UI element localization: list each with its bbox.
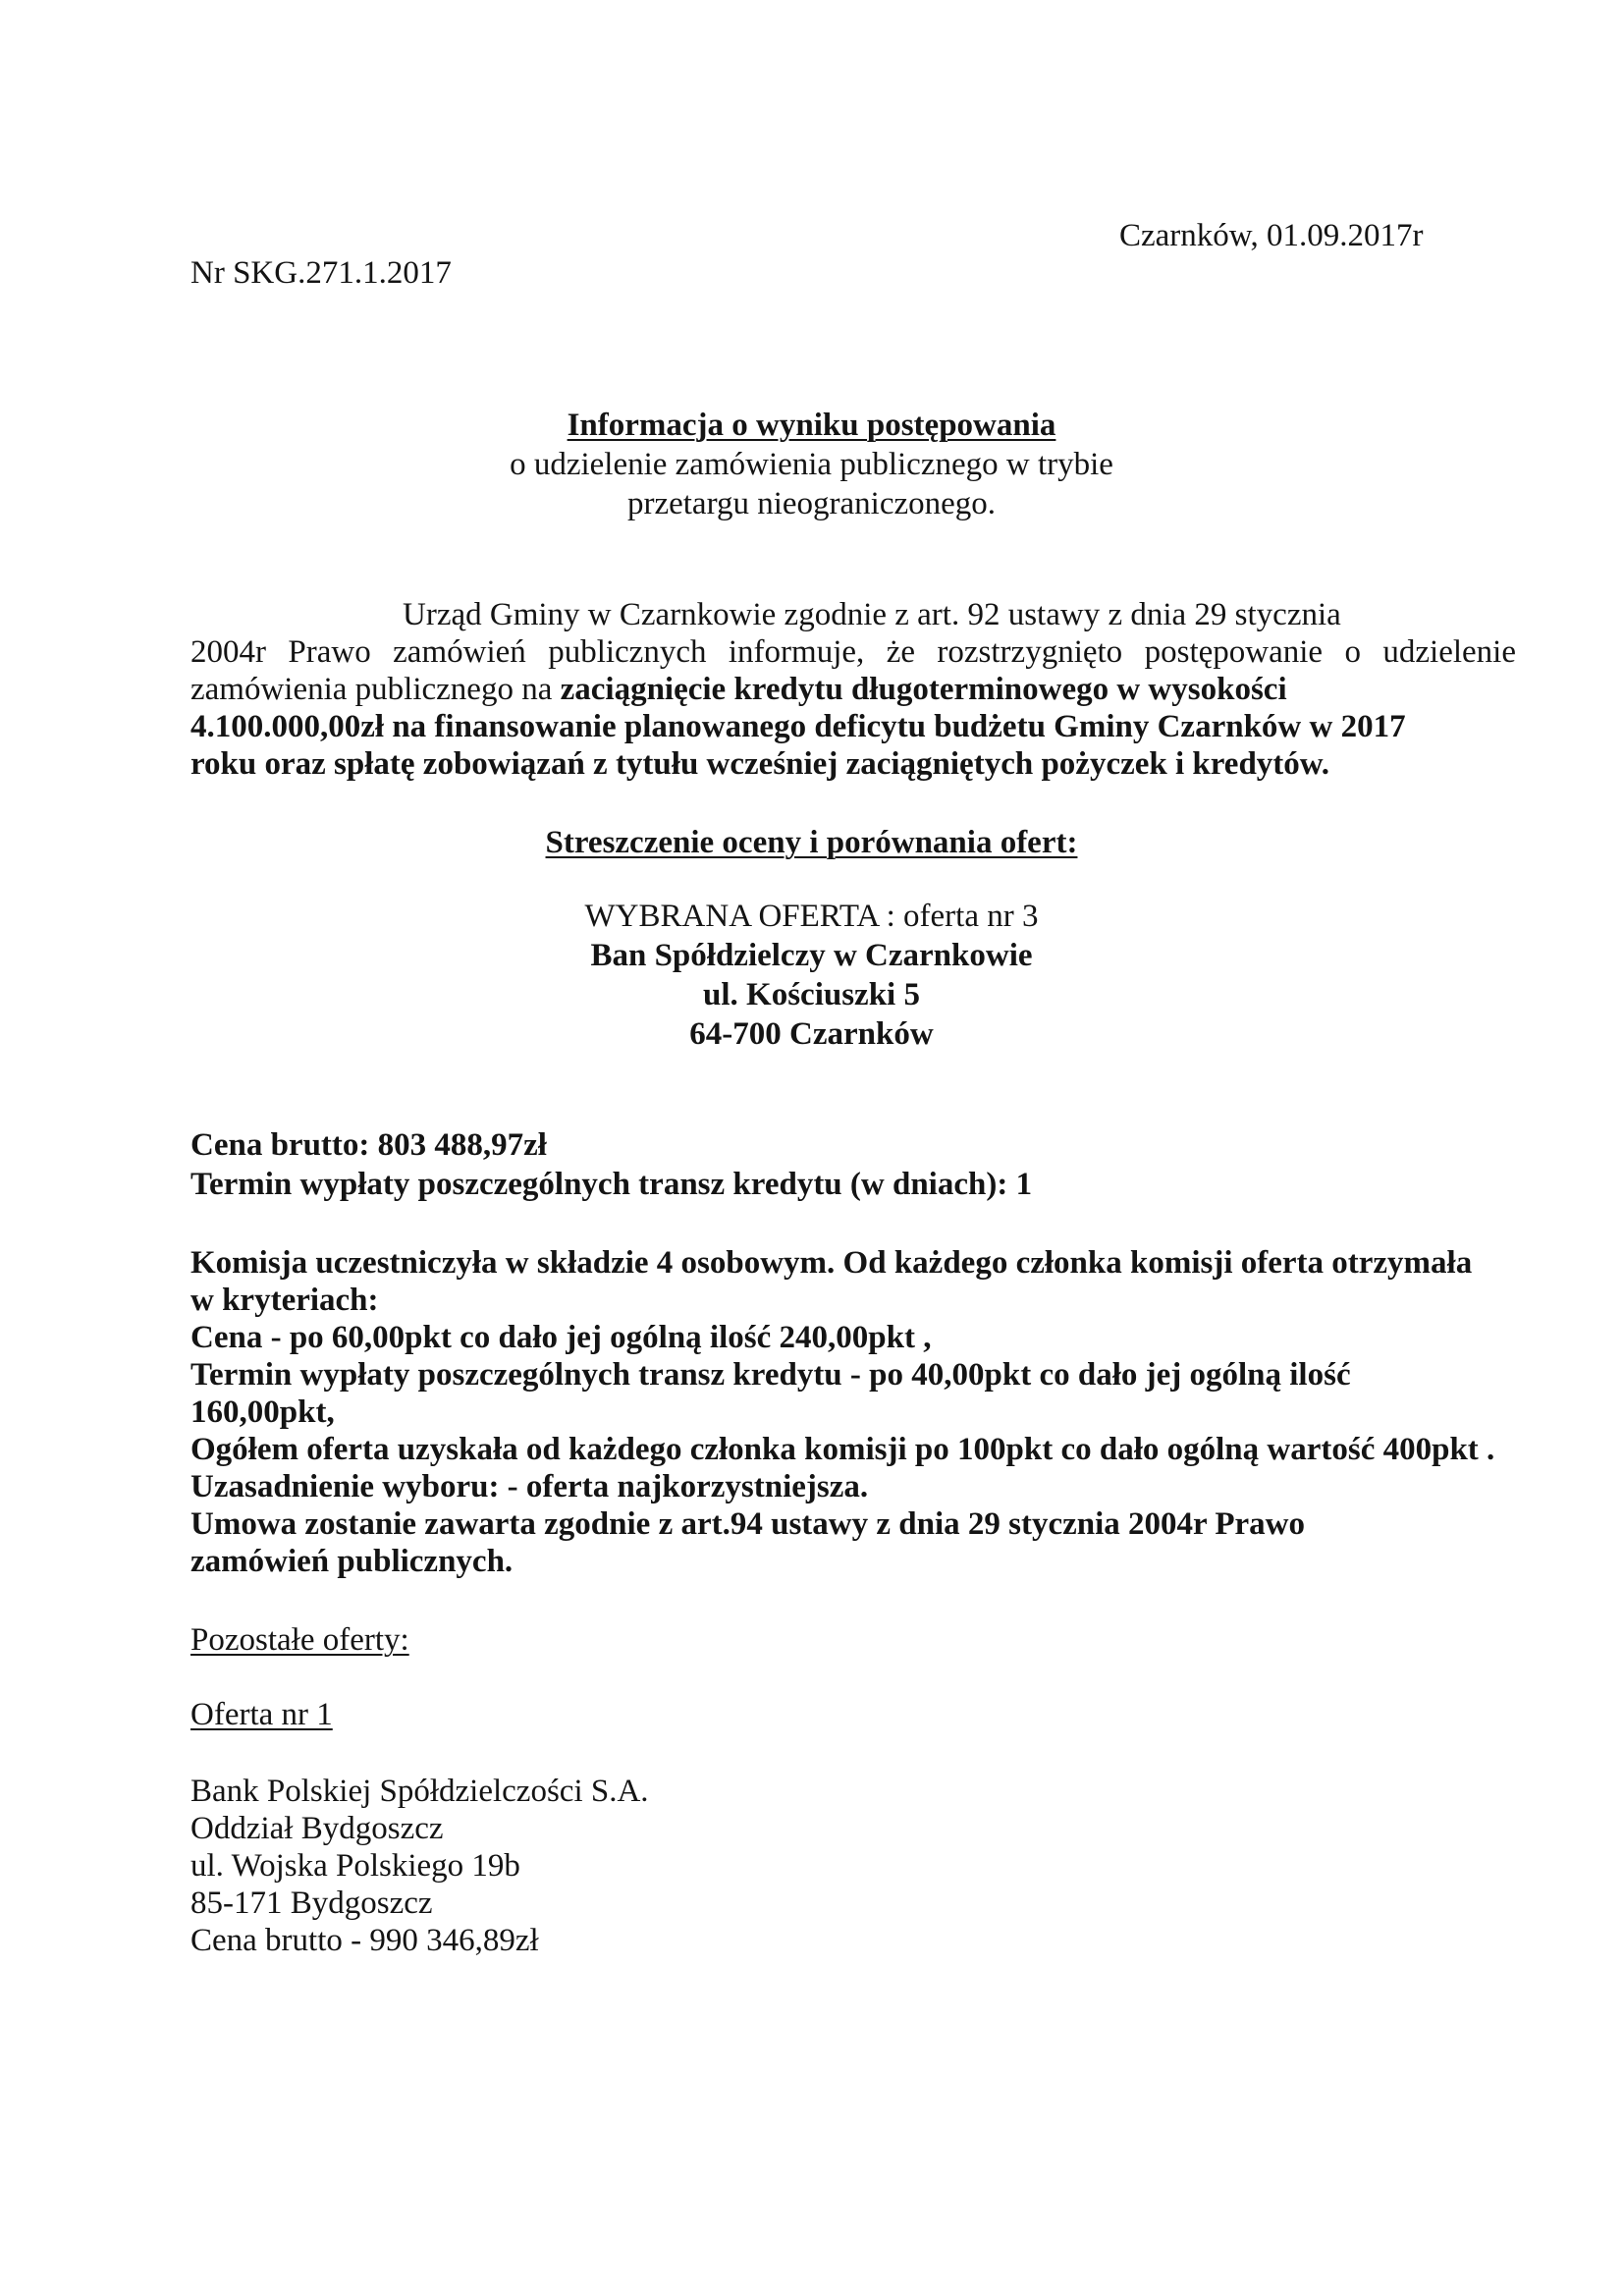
- committee-line-9: zamówień publicznych.: [190, 1544, 514, 1579]
- intro-line-3: [190, 674, 1287, 706]
- offer-1-city: 85-171 Bydgoszcz: [190, 1886, 433, 1921]
- committee-line-7: Uzasadnienie wyboru: - oferta najkorzystniejsza.: [190, 1469, 869, 1504]
- intro-line-2-text: 2004r Prawo zamówień publicznych informuje, że rozstrzygnięto postępowanie o udzielenie: [190, 634, 1516, 670]
- committee-line-2: w kryteriach:: [190, 1283, 379, 1318]
- intro-line-5: roku oraz spłatę zobowiązań z tytułu wcześniej zaciągniętych pożyczek i kredytów.: [190, 746, 1330, 782]
- committee-line-4: Termin wypłaty poszczególnych transz kredytu - po 40,00pkt co dało jej ogólną ilość: [190, 1357, 1351, 1393]
- committee-line-8: Umowa zostanie zawarta zgodnie z art.94 ustawy z dnia 29 stycznia 2004r Prawo: [190, 1506, 1305, 1542]
- intro-line-2: [190, 636, 1516, 669]
- selected-bank-name: Ban Spółdzielczy w Czarnkowie: [590, 938, 1033, 973]
- payout-term: Termin wypłaty poszczególnych transz kredytu (w dniach): 1: [190, 1167, 1033, 1202]
- selected-bank-city: 64-700 Czarnków: [689, 1016, 934, 1052]
- selected-offer-label: [0, 901, 1623, 933]
- summary-heading: Streszczenie oceny i porównania ofert:: [545, 825, 1078, 860]
- document-number: Nr SKG.271.1.2017: [190, 255, 452, 291]
- other-offers-heading: Pozostałe oferty:: [190, 1622, 409, 1658]
- selected-offer-text: WYBRANA OFERTA : oferta nr 3: [584, 899, 1039, 934]
- committee-line-3: Cena - po 60,00pkt co dało jej ogólną ilość 240,00pkt ,: [190, 1320, 932, 1355]
- gross-price: Cena brutto: 803 488,97zł: [190, 1127, 547, 1163]
- offer-1-bank-name: Bank Polskiej Spółdzielczości S.A.: [190, 1774, 649, 1809]
- offer-1-title: Oferta nr 1: [190, 1697, 333, 1732]
- document-title: Informacja o wyniku postępowania: [567, 408, 1056, 443]
- offer-1-branch: Oddział Bydgoszcz: [190, 1811, 444, 1846]
- title-subline-2: przetargu nieograniczonego.: [626, 486, 997, 521]
- committee-line-6: Ogółem oferta uzyskała od każdego członka komisji po 100pkt co dało ogólną wartość 400pkt .: [190, 1432, 1495, 1467]
- committee-line-5: 160,00pkt,: [190, 1394, 335, 1430]
- intro-line-1: Urząd Gminy w Czarnkowie zgodnie z art. 92 ustawy z dnia 29 stycznia: [403, 597, 1341, 632]
- intro-line-3-normal: zamówienia publicznego na: [190, 672, 553, 707]
- intro-line-4: 4.100.000,00zł na finansowanie planowanego deficytu budżetu Gminy Czarnków w 2017: [190, 709, 1406, 744]
- offer-1-price: Cena brutto - 990 346,89zł: [190, 1923, 539, 1958]
- title-subline-1: o udzielenie zamówienia publicznego w trybie: [510, 447, 1113, 482]
- offer-1-street: ul. Wojska Polskiego 19b: [190, 1848, 520, 1884]
- committee-line-1: Komisja uczestniczyła w składzie 4 osobowym. Od każdego członka komisji oferta otrzymała: [190, 1245, 1473, 1281]
- intro-line-3-bold: zaciągnięcie kredytu długoterminowego w wysokości: [560, 672, 1287, 707]
- selected-bank-street: ul. Kościuszki 5: [703, 977, 920, 1012]
- place-and-date: Czarnków, 01.09.2017r: [1119, 218, 1424, 253]
